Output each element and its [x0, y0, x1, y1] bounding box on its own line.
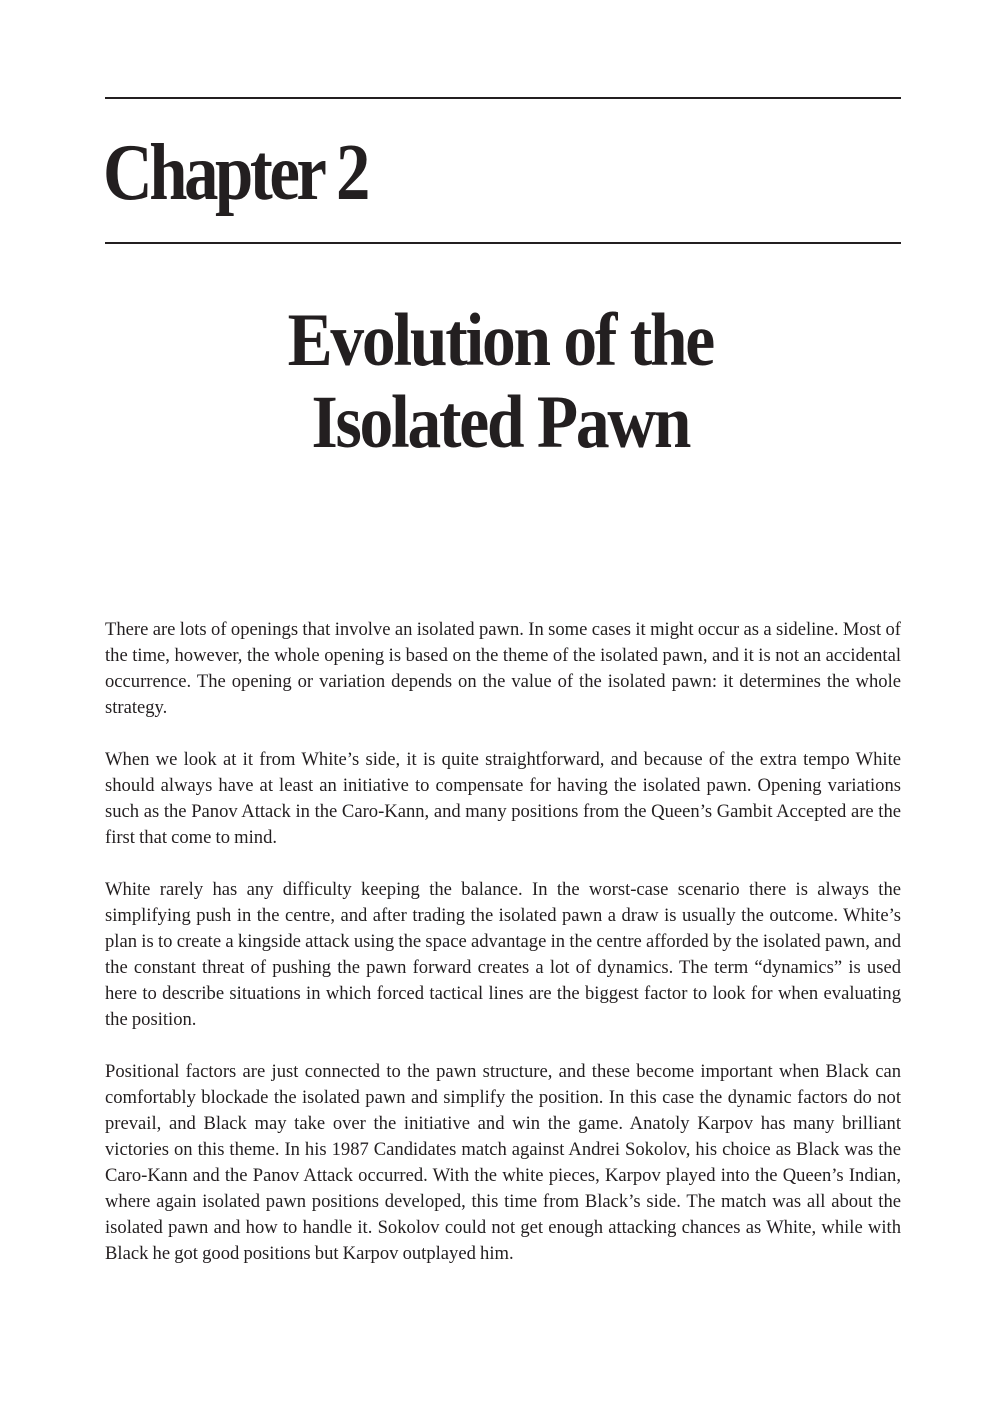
chapter-title-line-2: Isolated Pawn [311, 381, 690, 464]
top-rule [105, 97, 901, 99]
paragraph-4: Positional factors are just connected to the pawn structure, and these become important when Black can comfortably blockade the isolated pawn and simplify the position. In this case the dynamic factors do not prevail, and Black may take over the initiative and win the game. Anatoly Karpov has many brilliant victories on this theme. In his 1987 Candidates match against Andrei Sokolov, his choice as Black was the Caro-Kann and the Panov Attack occurred. With the white pieces, Karpov played into the Queen’s Indian, where again isolated pawn positions developed, this time from Black’s side. The match was all about the isolated pawn and how to handle it. Sokolov could not get enough attacking chances as White, while with Black he got good positions but Karpov outplayed him. [105, 1061, 901, 1264]
bottom-rule [105, 242, 901, 244]
chapter-title-line-1: Evolution of the [287, 299, 713, 382]
chapter-number: Chapter 2 [103, 129, 367, 217]
paragraph-1: There are lots of openings that involve an isolated pawn. In some cases it might occur as a sideline. Most of the time, however, the whole opening is based on the theme of the isolated pawn, and it is not an accidental occurrence. The opening or variation depends on the value of the isolated pawn: it determines the whole strategy. [105, 619, 901, 718]
paragraph-3: White rarely has any difficulty keeping the balance. In the worst-case scenario there is always the simplifying push in the centre, and after trading the isolated pawn a draw is usually the outcome. White’s plan is to create a kingside attack using the space advantage in the centre afforded by the isolated pawn, and the constant threat of pushing the pawn forward creates a lot of dynamics. The term “dynamics” is used here to describe situations in which forced tactical lines are the biggest factor to look for when evaluating the position. [105, 879, 901, 1030]
chapter-title [50, 300, 950, 464]
body-text [105, 617, 901, 1293]
paragraph-2: When we look at it from White’s side, it is quite straightforward, and because of the extra tempo White should always have at least an initiative to compensate for having the isolated pawn. Opening variations such as the Panov Attack in the Caro-Kann, and many positions from the Queen’s Gambit Accepted are the first that come to mind. [105, 749, 901, 848]
